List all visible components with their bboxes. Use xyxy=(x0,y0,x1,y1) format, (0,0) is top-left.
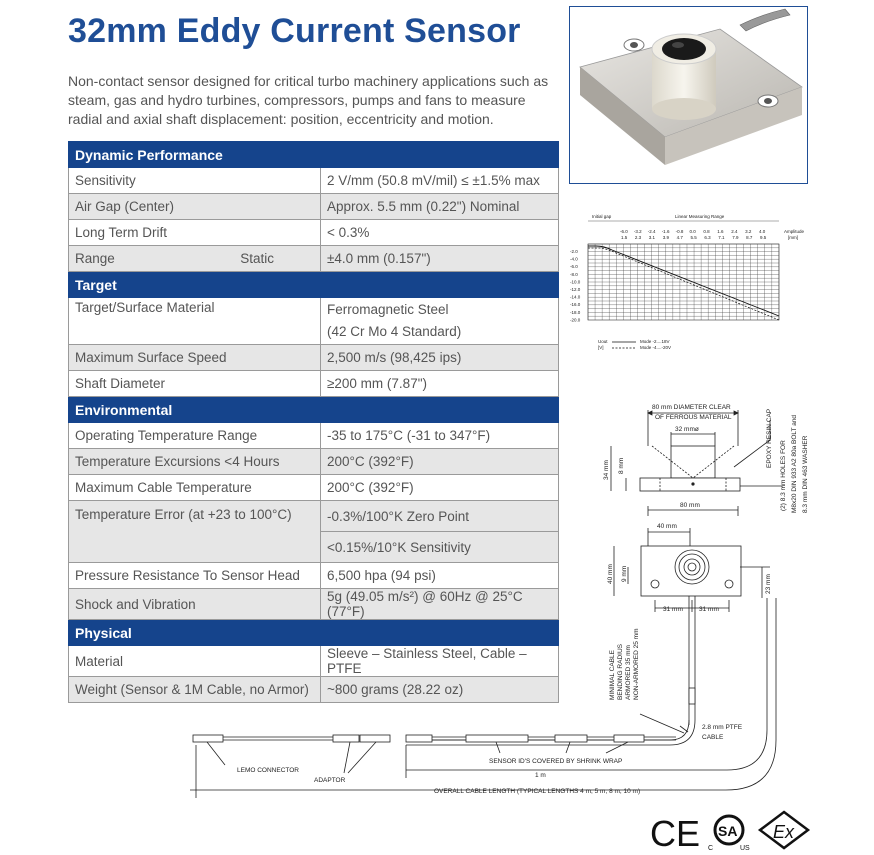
clear-diameter-label-2: OF FERROUS MATERIAL xyxy=(655,414,732,421)
bend-label-1: MINIMAL CABLE xyxy=(609,650,616,700)
response-graph xyxy=(570,214,805,350)
graph-y-tick-label: -14.0 xyxy=(570,294,581,300)
adaptor-right xyxy=(360,735,390,742)
spec-value: 2,500 m/s (98,425 ips) xyxy=(321,345,559,371)
graph-y-tick-label: -8.0 xyxy=(570,271,578,277)
graph-top-tick-label: -2.4 xyxy=(647,229,656,234)
graph-unit-v: [V] xyxy=(598,345,604,350)
spec-value: 6,500 hpa (94 psi) xyxy=(321,563,559,589)
adaptor-left xyxy=(333,735,359,742)
graph-top-tick-label: 4.0 xyxy=(759,229,766,234)
graph-top-tick-label-2: 8.7 xyxy=(746,235,753,240)
spec-value: <0.15%/10°K Sensitivity xyxy=(321,532,559,563)
csa-us-text: US xyxy=(740,845,750,852)
graph-top-tick-label-2: 9.5 xyxy=(760,235,767,240)
spec-key: Maximum Surface Speed xyxy=(69,345,321,371)
graph-series-mode-4 xyxy=(588,248,779,320)
csa-c-text: C xyxy=(708,845,714,852)
section-physical: Physical xyxy=(69,620,559,646)
bend-label-3: ARMORED 35 mm xyxy=(625,645,632,700)
spec-key: Air Gap (Center) xyxy=(69,194,321,220)
width-40-label: 40 mm xyxy=(657,523,677,530)
spec-key: Target/Surface Material xyxy=(69,298,321,345)
spec-key: Long Term Drift xyxy=(69,220,321,246)
spec-value: < 0.3% xyxy=(321,220,559,246)
spec-key: Weight (Sensor & 1M Cable, no Armor) xyxy=(69,677,321,703)
spec-value: 2 V/mm (50.8 mV/mil) ≤ ±1.5% max xyxy=(321,168,559,194)
spec-value: 200°C (392°F) xyxy=(321,475,559,501)
spec-key: Range xyxy=(75,251,115,266)
graph-top-tick-label: -1.6 xyxy=(661,229,670,234)
graph-top-tick-label: -6.0 xyxy=(620,229,628,234)
height-23-label: 23 mm xyxy=(765,574,772,594)
height-34-label: 34 mm xyxy=(603,460,610,480)
spec-value: Approx. 5.5 mm (0.22") Nominal xyxy=(321,194,559,220)
spec-value: ±4.0 mm (0.157") xyxy=(321,246,559,272)
spec-value: Sleeve – Stainless Steel, Cable – PTFE xyxy=(321,646,559,677)
ce-mark-icon: CE xyxy=(650,813,701,854)
graph-top-tick-label-2: 5.5 xyxy=(690,235,697,240)
graph-y-tick-label: -12.0 xyxy=(570,287,581,292)
cable-labels xyxy=(237,758,640,795)
ex-mark-icon xyxy=(760,812,808,848)
page-title: 32mm Eddy Current Sensor xyxy=(68,12,521,50)
spec-value: -0.3%/100°K Zero Point xyxy=(321,501,559,532)
spec-key: Sensitivity xyxy=(69,168,321,194)
graph-top-tick-label: 0.0 xyxy=(689,229,696,234)
spec-value: -35 to 175°C (-31 to 347°F) xyxy=(321,423,559,449)
spec-value: (42 Cr Mo 4 Standard) xyxy=(327,324,462,339)
graph-top-tick-label-2: 7.9 xyxy=(732,235,739,240)
section-dynamic-performance: Dynamic Performance xyxy=(69,142,559,168)
csa-mark-icon xyxy=(708,816,750,852)
ex-mark-text: Ex xyxy=(773,822,795,842)
spec-value: Ferromagnetic Steel xyxy=(327,302,449,317)
spec-value: 200°C (392°F) xyxy=(321,449,559,475)
graph-amplitude-label: Amplitude xyxy=(784,229,805,234)
adaptor-label: ADAPTOR xyxy=(314,777,346,784)
width-31a-label: 31 mm xyxy=(663,606,683,613)
spec-key: Material xyxy=(69,646,321,677)
graph-top-tick-label-2: 7.1 xyxy=(718,235,725,240)
graph-top-tick-label-2: 6.3 xyxy=(704,235,711,240)
ptfe-label-2: CABLE xyxy=(702,734,724,741)
graph-initial-gap-label: Initial gap xyxy=(592,214,612,219)
holes-label-3: 8.3 mm DIN 463 WASHER xyxy=(802,435,809,513)
spec-value: ~800 grams (28.22 oz) xyxy=(321,677,559,703)
graph-legend-mode-4: Mode -4....-20V xyxy=(640,345,672,350)
graph-y-tick-label: -10.0 xyxy=(570,279,581,285)
graph-linear-range-label: Linear Measuring Range xyxy=(675,214,725,219)
graph-top-tick-label: -3.2 xyxy=(633,229,642,234)
graph-top-tick-label: 2.4 xyxy=(731,229,738,234)
spec-subkey: Static xyxy=(240,251,274,266)
spec-key: Maximum Cable Temperature xyxy=(69,475,321,501)
graph-y-tick-label: -6.0 xyxy=(570,264,578,270)
width-31b-label: 31 mm xyxy=(699,606,719,613)
lemo-label: LEMO CONNECTOR xyxy=(237,767,299,774)
spec-key: Shock and Vibration xyxy=(69,589,321,620)
graph-top-tick-label-2: 2.3 xyxy=(634,235,642,240)
section-environmental: Environmental xyxy=(69,397,559,423)
epoxy-cap-label: EPOXY RESIN CAP xyxy=(766,408,773,468)
holes-label-2: M8x20 DIN 933 A2 80a BOLT and xyxy=(791,414,798,513)
bend-label-4: NON-ARMORED 25 mm xyxy=(633,628,640,700)
csa-mark-text: SA xyxy=(718,823,738,839)
graph-unit-mm: [mm] xyxy=(788,235,798,240)
graph-y-tick-label: -18.0 xyxy=(570,309,581,315)
clear-diameter-label: 80 mm DIAMETER CLEAR xyxy=(652,404,731,411)
width-80-label: 80 mm xyxy=(680,502,700,509)
holes-label-1: (2) 8.3 mm HOLES FOR xyxy=(780,440,787,511)
height-8-label: 8 mm xyxy=(618,457,625,474)
bend-label-2: BENDING RADIUS xyxy=(617,644,624,700)
height-9-label: 9 mm xyxy=(621,565,628,582)
graph-top-tick-label-2: 3.1 xyxy=(648,235,656,240)
graph-top-tick-label: 3.2 xyxy=(745,229,752,234)
graph-legend-mode-2: Mode -2....18V xyxy=(640,339,670,344)
graph-top-tick-label: -0.8 xyxy=(675,229,684,234)
spec-key: Pressure Resistance To Sensor Head xyxy=(69,563,321,589)
spec-key: Temperature Excursions <4 Hours xyxy=(69,449,321,475)
graph-top-tick-label-2: 3.9 xyxy=(662,235,669,240)
graph-top-tick-label-2: 4.7 xyxy=(676,235,683,240)
overall-length-label: OVERALL CABLE LENGTH (TYPICAL LENGTHS 4 m, 5 m, 8 m, 10 m) xyxy=(434,788,641,795)
diameter-32-label: 32 mmø xyxy=(675,426,699,433)
graph-y-tick-label: -16.0 xyxy=(570,302,581,308)
graph-y-tick-label: -4.0 xyxy=(570,256,578,262)
graph-top-tick-label-2: 1.5 xyxy=(621,235,628,240)
one-meter-label: 1 m xyxy=(535,772,546,779)
ptfe-label: 2.8 mm PTFE xyxy=(702,724,743,731)
certification-marks xyxy=(650,812,808,854)
graph-top-tick-label: 1.6 xyxy=(717,229,724,234)
graph-top-tick-label: 0.8 xyxy=(703,229,710,234)
section-target: Target xyxy=(69,272,559,298)
lemo-connector xyxy=(193,735,223,742)
graph-y-tick-label: -2.0 xyxy=(570,249,578,254)
spec-key: Temperature Error (at +23 to 100°C) xyxy=(69,501,321,563)
spec-value: ≥200 mm (7.87") xyxy=(321,371,559,397)
sensor-id-label: SENSOR ID'S COVERED BY SHRINK WRAP xyxy=(489,758,623,765)
intro-paragraph: Non-contact sensor designed for critical turbo machinery applications such as steam, gas and hydro turbines, compressors, pumps and fans to measure radial and axial shaft displacement: position, eccentricity and motion. xyxy=(68,73,549,127)
graph-y-tick-label: -20.0 xyxy=(570,317,581,323)
height-40-label: 40 mm xyxy=(607,564,614,584)
spec-value: 5g (49.05 m/s²) @ 60Hz @ 25°C (77°F) xyxy=(321,589,559,620)
graph-uout-label: Uout xyxy=(598,339,608,344)
spec-key: Shaft Diameter xyxy=(69,371,321,397)
spec-key: Operating Temperature Range xyxy=(69,423,321,449)
